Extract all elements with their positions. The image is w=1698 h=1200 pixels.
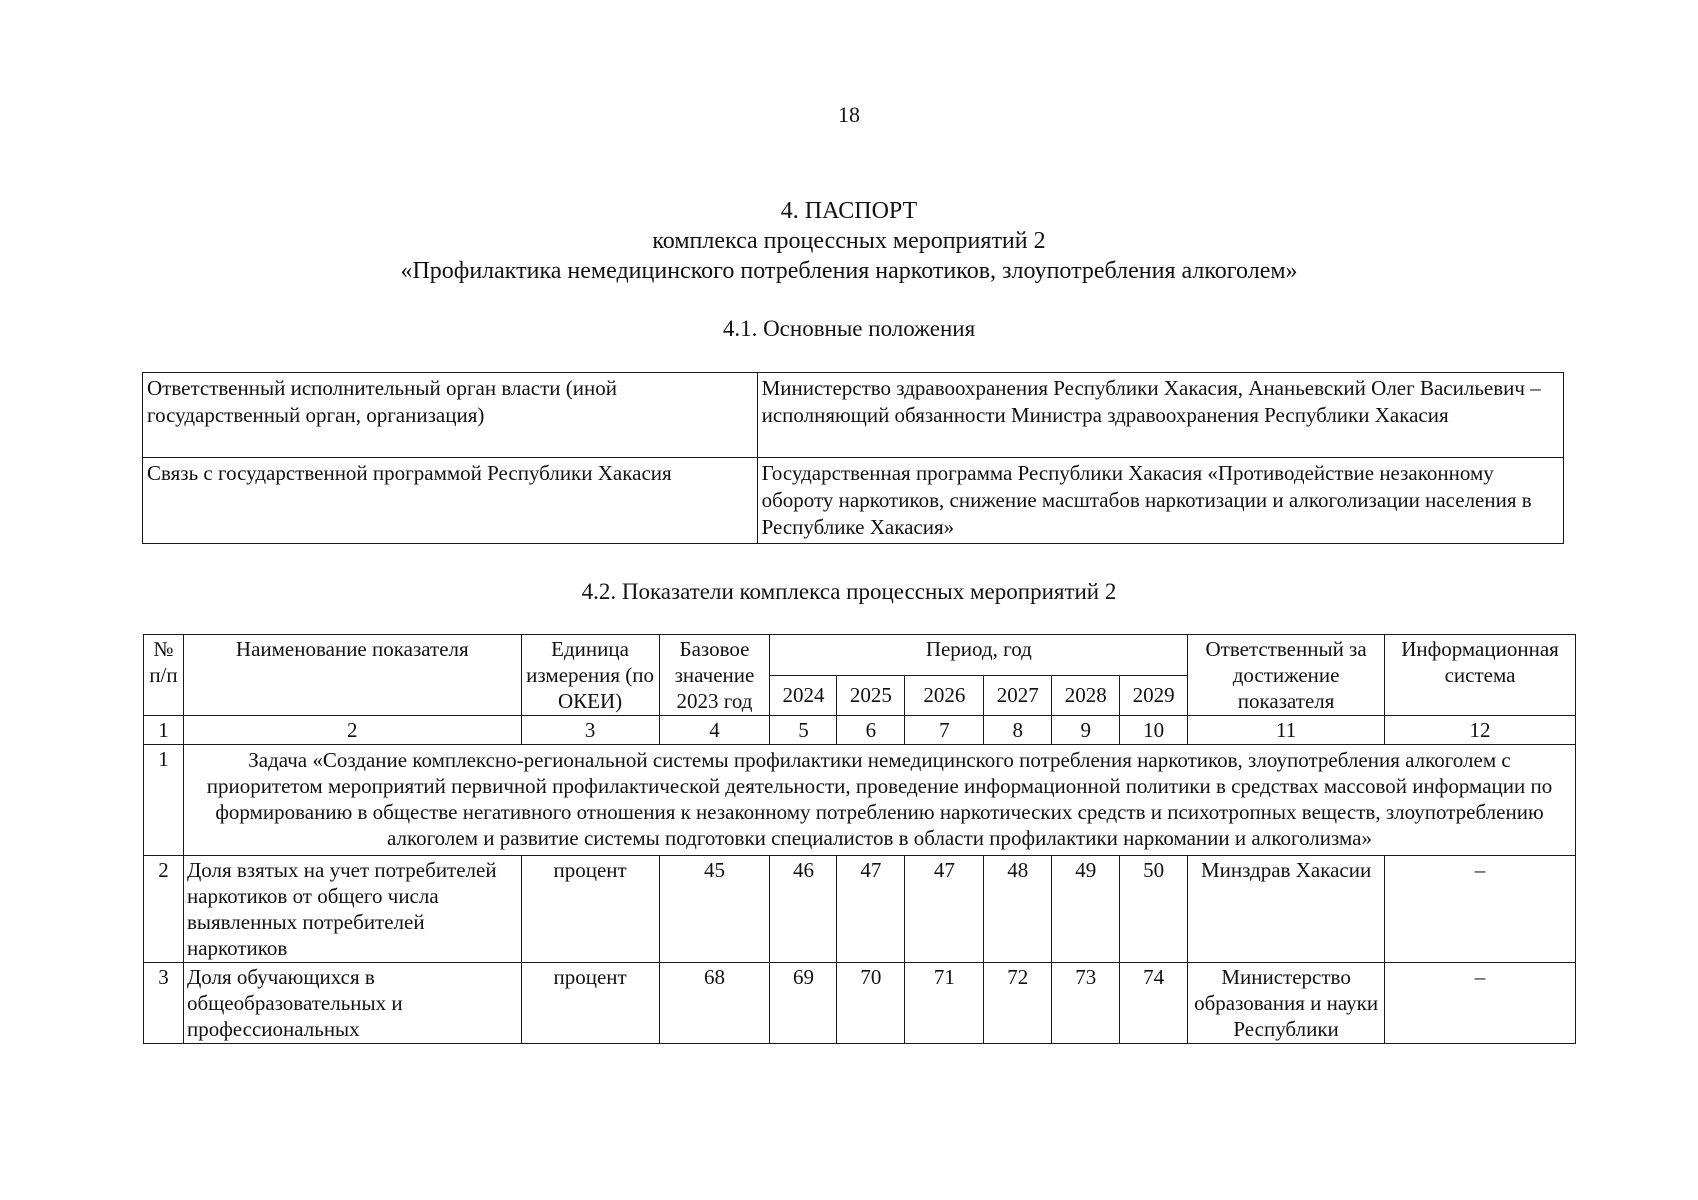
header-year: 2029 (1120, 675, 1188, 716)
document-title (0, 196, 1698, 286)
header-year: 2024 (770, 675, 837, 716)
row-name: Доля обучающихся в общеобразовательных и профессиональных (183, 963, 521, 1044)
task-num: 1 (144, 745, 184, 856)
row-value-2025: 70 (837, 963, 905, 1044)
row-unit: процент (521, 963, 659, 1044)
section-1-heading: 4.1. Основные положения (722, 316, 976, 341)
table-row (143, 373, 1564, 458)
row-value-2024: 69 (770, 963, 837, 1044)
header-num: № п/п (144, 635, 184, 716)
row-system: – (1385, 856, 1576, 963)
column-number: 7 (905, 716, 984, 745)
row-base: 68 (659, 963, 770, 1044)
header-name: Наименование показателя (183, 635, 521, 716)
column-number: 4 (659, 716, 770, 745)
section-2-heading: 4.2. Показатели комплекса процессных мероприятий 2 (581, 579, 1117, 604)
header-system: Информационная система (1385, 635, 1576, 716)
row-responsible: Минздрав Хакасии (1188, 856, 1385, 963)
row-value-2029: 74 (1120, 963, 1188, 1044)
row-value-2028: 49 (1052, 856, 1120, 963)
task-text: Задача «Создание комплексно-региональной системы профилактики немедицинского потребления наркотиков, злоупотребления алкоголем с приоритетом мероприятий первичной профилактической деятельности, проведение информационной политики в средствах массовой информации по формированию в обществе негативного отношения к незаконному потреблению наркотических средств и психотропных веществ, злоупотреблению алкоголем и развитие системы подготовки специалистов в области профилактики наркомании и алкоголизма» (183, 745, 1575, 856)
column-number: 6 (837, 716, 905, 745)
table-row (144, 963, 1576, 1044)
header-year: 2027 (984, 675, 1052, 716)
title-line-1: 4. ПАСПОРТ (780, 198, 918, 224)
column-number: 10 (1120, 716, 1188, 745)
column-number: 11 (1188, 716, 1385, 745)
row-num: 3 (144, 963, 184, 1044)
column-number: 8 (984, 716, 1052, 745)
column-number: 12 (1385, 716, 1576, 745)
column-number: 1 (144, 716, 184, 745)
header-row (144, 635, 1576, 676)
row-label: Связь с государственной программой Республики Хакасия (143, 458, 758, 544)
row-system: – (1385, 963, 1576, 1044)
row-value-2029: 50 (1120, 856, 1188, 963)
task-row (144, 745, 1576, 856)
header-responsible: Ответственный за достижение показателя (1188, 635, 1385, 716)
row-value: Министерство здравоохранения Республики Хакасия, Ананьевский Олег Васильевич – исполняющий обязанности Министра здравоохранения Республики Хакасия (757, 373, 1563, 458)
header-year: 2025 (837, 675, 905, 716)
row-value-2027: 72 (984, 963, 1052, 1044)
row-unit: процент (521, 856, 659, 963)
row-value: Государственная программа Республики Хакасия «Противодействие незаконному обороту наркотиков, снижение масштабов наркотизации и алкоголизации населения в Республике Хакасия» (757, 458, 1563, 544)
column-number: 9 (1052, 716, 1120, 745)
header-period: Период, год (770, 635, 1188, 676)
general-provisions-table (142, 372, 1564, 544)
column-number: 5 (770, 716, 837, 745)
row-value-2027: 48 (984, 856, 1052, 963)
row-name: Доля взятых на учет потребителей наркотиков от общего числа выявленных потребителей наркотиков (183, 856, 521, 963)
row-value-2024: 46 (770, 856, 837, 963)
table-row (143, 458, 1564, 544)
row-value-2026: 47 (905, 856, 984, 963)
header-base: Базовое значение 2023 год (659, 635, 770, 716)
row-value-2028: 73 (1052, 963, 1120, 1044)
title-line-2: комплекса процессных мероприятий 2 (652, 228, 1046, 254)
row-responsible: Министерство образования и науки Республики (1188, 963, 1385, 1044)
column-number: 3 (521, 716, 659, 745)
row-base: 45 (659, 856, 770, 963)
column-number: 2 (183, 716, 521, 745)
header-year: 2028 (1052, 675, 1120, 716)
header-year: 2026 (905, 675, 984, 716)
row-label: Ответственный исполнительный орган власти (иной государственный орган, организация) (143, 373, 758, 458)
header-unit: Единица измерения (по ОКЕИ) (521, 635, 659, 716)
indicators-table (143, 634, 1576, 1044)
row-value-2025: 47 (837, 856, 905, 963)
column-numbers-row (144, 716, 1576, 745)
table-row (144, 856, 1576, 963)
row-value-2026: 71 (905, 963, 984, 1044)
page-number: 18 (838, 102, 860, 127)
title-line-3: «Профилактика немедицинского потребления наркотиков, злоупотребления алкоголем» (400, 258, 1298, 284)
row-num: 2 (144, 856, 184, 963)
